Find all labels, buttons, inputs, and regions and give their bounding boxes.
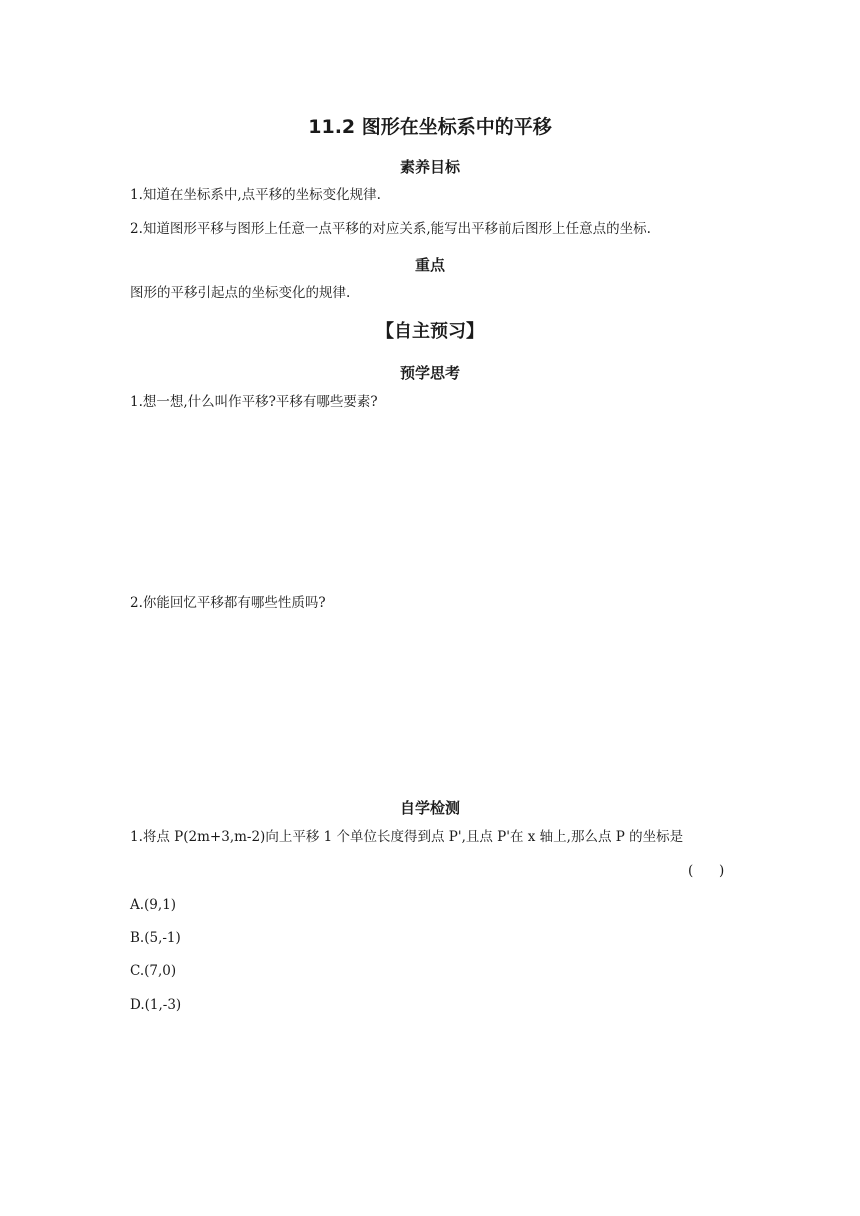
option-b: B.(5,-1) (130, 930, 181, 946)
option-c: C.(7,0) (130, 963, 177, 979)
goals-heading: 素养目标 (399, 158, 460, 176)
preview-question-2: 2.你能回忆平移都有哪些性质吗? (130, 595, 326, 611)
page-title: 11.2 图形在坐标系中的平移 (308, 116, 552, 138)
option-a: A.(9,1) (130, 897, 177, 913)
preview-section-title: 【自主预习】 (376, 321, 484, 342)
option-d: D.(1,-3) (130, 997, 182, 1013)
key-point-text: 图形的平移引起点的坐标变化的规律. (130, 285, 351, 301)
goal-item-2: 2.知道图形平移与图形上任意一点平移的对应关系,能写出平移前后图形上任意点的坐标. (130, 221, 651, 237)
key-point-heading: 重点 (414, 256, 445, 274)
answer-bracket: ( ) (688, 863, 725, 879)
preview-question-1: 1.想一想,什么叫作平移?平移有哪些要素? (130, 394, 378, 410)
self-check-question-1: 1.将点 P(2m+3,m-2)向上平移 1 个单位长度得到点 P',且点 P'在 x 轴上,那么点 P 的坐标是 (130, 829, 684, 845)
goal-item-1: 1.知道在坐标系中,点平移的坐标变化规律. (130, 187, 381, 203)
preview-heading: 预学思考 (399, 364, 460, 382)
self-check-heading: 自学检测 (399, 799, 460, 817)
